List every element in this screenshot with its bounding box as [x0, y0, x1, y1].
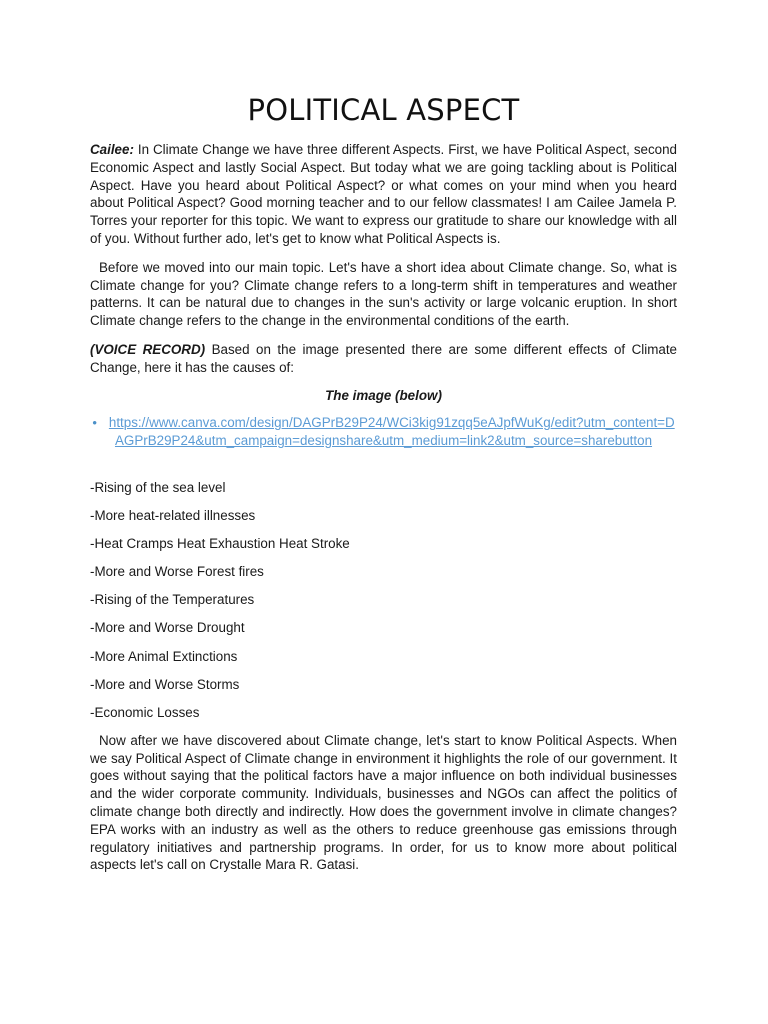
effect-item: -More and Worse Storms	[90, 676, 240, 692]
link-list-item	[90, 414, 677, 450]
political-aspect-paragraph: Now after we have discovered about Climate change, let's start to know Political Aspects. When we say Political Aspect of Climate change in environment it highlights the role of our government. It goes without saying that the political factors have a major influence on both individual businesses and the wider corporate community. Individuals, businesses and NGOs can affect the politics of climate change both directly and indirectly. How does the government involve in climate changes? EPA works with an industry as well as the others to reduce greenhouse gas emissions through regulatory initiatives and partnership programs. In order, for us to know more about political aspects let's call on Crystalle Mara R. Gatasi.	[90, 732, 677, 873]
voice-record-paragraph	[90, 341, 677, 377]
effects-list	[90, 479, 677, 722]
effect-item: -Economic Losses	[90, 704, 200, 720]
effect-item: -Rising of the sea level	[90, 479, 226, 495]
effect-item: -Heat Cramps Heat Exhaustion Heat Stroke	[90, 536, 350, 552]
voice-record-label: (VOICE RECORD)	[90, 341, 206, 357]
canva-design-link[interactable]: https://www.canva.com/design/DAGPrB29P24/WCi3kig91zqq5eAJpfWuKg/edit?utm_content=DAGPrB29P24&utm_campaign=designshare&utm_medium=link2&utm_source=sharebutton	[108, 415, 675, 449]
effect-item: -More heat-related illnesses	[90, 508, 256, 524]
bullet-icon: •	[92, 415, 97, 431]
intro-paragraph	[90, 141, 677, 248]
image-caption: The image (below)	[325, 387, 442, 403]
effect-item: -More Animal Extinctions	[90, 648, 238, 664]
document-page	[90, 0, 677, 874]
effect-item: -More and Worse Forest fires	[90, 564, 264, 580]
speaker-name: Cailee:	[90, 142, 134, 157]
effect-item: -More and Worse Drought	[90, 620, 245, 636]
climate-change-paragraph: Before we moved into our main topic. Let's have a short idea about Climate change. So, what is Climate change for you? Climate change refers to a long-term shift in temperatures and weather patterns. It can be natural due to changes in the sun's activity or large volcanic eruption. In short Climate change refers to the change in the environmental conditions of the earth.	[90, 259, 677, 329]
page-title: POLITICAL ASPECT	[247, 93, 520, 127]
effect-item: -Rising of the Temperatures	[90, 592, 255, 608]
voice-record-text: Based on the image presented there are some different effects of Climate Change, here it has the causes of:	[90, 341, 677, 375]
intro-text: In Climate Change we have three different Aspects. First, we have Political Aspect, second Economic Aspect and lastly Social Aspect. But today what we are going tackling about is Political Aspect. Have you heard about Political Aspect? or what comes on your mind when you heard about Political Aspect? Good morning teacher and to our fellow classmates! I am Cailee Jamela P. Torres your reporter for this topic. We want to express our gratitude to share our knowledge with all of you. Without further ado, let's get to know what Political Aspects is.	[90, 142, 677, 246]
